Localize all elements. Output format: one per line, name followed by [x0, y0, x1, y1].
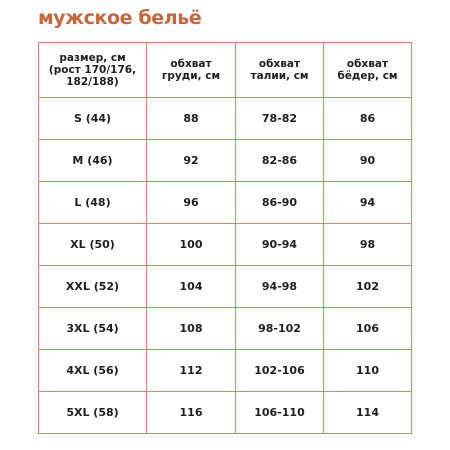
- cell-waist: 94-98: [236, 266, 324, 308]
- table-row: [39, 224, 412, 266]
- header-hips: [324, 43, 412, 98]
- cell-chest: 116: [147, 392, 236, 434]
- cell-chest: 112: [147, 350, 236, 392]
- cell-size: 5XL (58): [39, 392, 147, 434]
- cell-size: XL (50): [39, 224, 147, 266]
- cell-chest: 100: [147, 224, 236, 266]
- header-hips-line: обхват: [346, 58, 389, 70]
- cell-hips: 98: [324, 224, 412, 266]
- table-row: [39, 350, 412, 392]
- cell-size: L (48): [39, 182, 147, 224]
- cell-size: M (46): [39, 140, 147, 182]
- table-row: [39, 98, 412, 140]
- cell-chest: 96: [147, 182, 236, 224]
- cell-waist: 102-106: [236, 350, 324, 392]
- header-hips-line: бёдер, см: [337, 70, 398, 82]
- cell-waist: 78-82: [236, 98, 324, 140]
- table-row: [39, 308, 412, 350]
- header-size: [39, 43, 147, 98]
- table-row: [39, 182, 412, 224]
- table-row: [39, 392, 412, 434]
- header-chest: [147, 43, 236, 98]
- cell-hips: 90: [324, 140, 412, 182]
- cell-hips: 102: [324, 266, 412, 308]
- header-waist-line: обхват: [258, 58, 301, 70]
- header-size-line: 182/188): [66, 76, 119, 88]
- header-size-line: (рост 170/176,: [48, 64, 137, 76]
- size-chart-table: [38, 42, 412, 434]
- header-waist-line: талии, см: [250, 70, 309, 82]
- cell-chest: 88: [147, 98, 236, 140]
- cell-hips: 106: [324, 308, 412, 350]
- cell-waist: 90-94: [236, 224, 324, 266]
- cell-hips: 94: [324, 182, 412, 224]
- cell-waist: 86-90: [236, 182, 324, 224]
- cell-size: 4XL (56): [39, 350, 147, 392]
- cell-size: S (44): [39, 98, 147, 140]
- table-row: [39, 266, 412, 308]
- cell-waist: 98-102: [236, 308, 324, 350]
- cell-chest: 92: [147, 140, 236, 182]
- header-chest-line: груди, см: [161, 70, 221, 82]
- cell-hips: 110: [324, 350, 412, 392]
- cell-waist: 82-86: [236, 140, 324, 182]
- header-chest-line: обхват: [170, 58, 212, 70]
- cell-waist: 106-110: [236, 392, 324, 434]
- header-waist: [236, 43, 324, 98]
- table-header-row: [39, 43, 412, 98]
- table-row: [39, 140, 412, 182]
- page-title: мужское бельё: [38, 7, 202, 29]
- cell-size: 3XL (54): [39, 308, 147, 350]
- cell-hips: 86: [324, 98, 412, 140]
- header-size-line: размер, см: [59, 52, 126, 64]
- cell-chest: 104: [147, 266, 236, 308]
- cell-chest: 108: [147, 308, 236, 350]
- cell-hips: 114: [324, 392, 412, 434]
- cell-size: XXL (52): [39, 266, 147, 308]
